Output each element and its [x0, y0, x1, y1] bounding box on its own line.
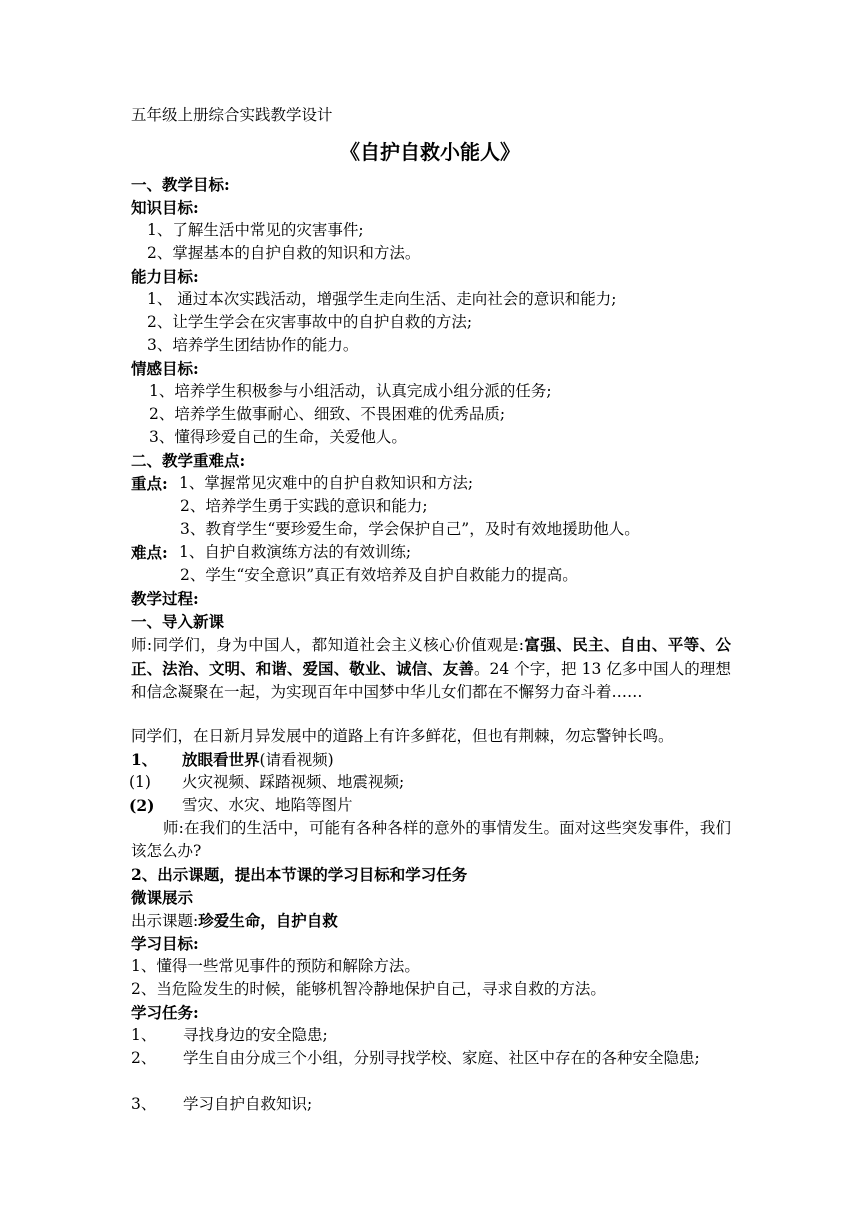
ability-item-1: 1、 通过本次实践活动，增强学生走向生活、走向社会的意识和能力; — [147, 290, 617, 308]
emotion-item-2: 2、培养学生做事耐心、细致、不畏困难的优秀品质; — [149, 405, 506, 423]
key-point-1: 1、掌握常见灾难中的自护自救知识和方法; — [179, 474, 474, 492]
intro-heading: 一、导入新课 — [131, 612, 225, 631]
emotion-item-3: 3、懂得珍爱自己的生命，关爱他人。 — [149, 428, 407, 446]
micro-lesson-heading: 微课展示 — [131, 888, 194, 907]
intro-text-b: 。24 个字，把 13 亿多中国人的理想和信念凝聚在一起，为实现百年中国梦中华儿女们都在不懈努力奋斗着…… — [131, 660, 731, 701]
world-title: 放眼看世界 — [182, 750, 260, 769]
knowledge-heading: 知识目标: — [131, 198, 199, 217]
emotion-heading: 情感目标: — [131, 359, 199, 378]
task-2-number: 2、 — [131, 1049, 157, 1067]
topic-line — [131, 909, 338, 933]
video-1-text: 火灾视频、踩踏视频、地震视频; — [182, 773, 405, 791]
teacher-question: 师:在我们的生活中，可能有各种各样的意外的事情发生。面对这些突发事件，我们该怎么办? — [131, 819, 731, 860]
task-1-number: 1、 — [131, 1026, 157, 1044]
topic-label: 出示课题: — [131, 912, 199, 930]
warning-paragraph: 同学们，在日新月异发展中的道路上有许多鲜花，但也有荆棘，勿忘警钟长鸣。 — [131, 727, 674, 745]
task-1-text: 寻找身边的安全隐患; — [183, 1026, 328, 1044]
difficulty-1: 1、自护自救演练方法的有效训练; — [179, 543, 412, 561]
topic-title: 珍爱生命，自护自救 — [198, 911, 338, 930]
knowledge-item-2: 2、掌握基本的自护自救的知识和方法。 — [147, 244, 421, 262]
knowledge-item-1: 1、了解生活中常见的灾害事件; — [147, 221, 364, 239]
video-2-number: (2) — [129, 796, 155, 815]
core-values: 富强、民主、自由、平等、公正、法治、文明、和谐、爱国、敬业、诚信、友善 — [131, 635, 731, 678]
intro-paragraph — [131, 633, 731, 704]
learning-goals-heading: 学习目标: — [131, 934, 199, 953]
ability-item-2: 2、让学生学会在灾害事故中的自护自救的方法; — [147, 313, 473, 331]
world-note: (请看视频) — [259, 751, 334, 769]
video-2-text: 雪灾、水灾、地陷等图片 — [182, 796, 353, 814]
document-subtitle: 五年级上册综合实践教学设计 — [131, 106, 333, 124]
section-1-heading: 一、教学目标: — [131, 175, 230, 194]
document-title: 《自护自救小能人》 — [340, 140, 520, 164]
difficulty-label: 难点: — [131, 543, 168, 562]
learning-goal-2: 2、当危险发生的时候，能够机智冷静地保护自己，寻求自救的方法。 — [131, 980, 606, 998]
process-heading: 教学过程: — [131, 589, 199, 608]
video-1-number: (1) — [129, 773, 151, 791]
key-points-label: 重点: — [131, 474, 168, 493]
learning-tasks-heading: 学习任务: — [131, 1003, 199, 1022]
task-3-text: 学习自护自救知识; — [183, 1095, 313, 1113]
intro-text-a: 师:同学们，身为中国人，都知道社会主义核心价值观是: — [131, 636, 524, 654]
section-2-heading: 二、教学重难点: — [131, 451, 246, 470]
key-point-3: 3、教育学生“要珍爱生命，学会保护自己”，及时有效地援助他人。 — [180, 520, 640, 538]
topic-section-heading: 2、出示课题，提出本节课的学习目标和学习任务 — [131, 865, 468, 884]
task-3-number: 3、 — [131, 1095, 157, 1113]
learning-goal-1: 1、懂得一些常见事件的预防和解除方法。 — [131, 957, 420, 975]
ability-heading: 能力目标: — [131, 267, 199, 286]
task-2-text: 学生自由分成三个小组，分别寻找学校、家庭、社区中存在的各种安全隐患; — [183, 1049, 700, 1067]
difficulty-2: 2、学生“安全意识”真正有效培养及自护自救能力的提高。 — [180, 566, 578, 584]
world-item — [182, 748, 334, 772]
world-number: 1、 — [131, 750, 158, 769]
emotion-item-1: 1、培养学生积极参与小组活动，认真完成小组分派的任务; — [149, 382, 552, 400]
ability-item-3: 3、培养学生团结协作的能力。 — [147, 336, 359, 354]
key-point-2: 2、培养学生勇于实践的意识和能力; — [180, 497, 428, 515]
